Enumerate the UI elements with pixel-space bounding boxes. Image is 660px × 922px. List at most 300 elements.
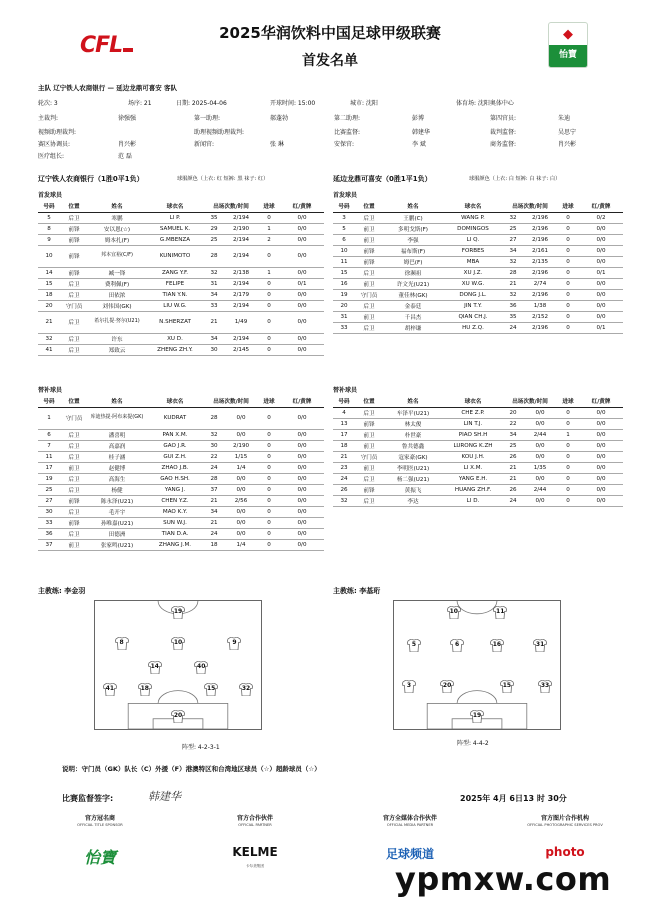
jersey-icon xyxy=(490,639,504,652)
player-cell: 2/196 xyxy=(523,223,557,234)
player-cell: 杨二强(U21) xyxy=(383,473,443,484)
column-header: 出场次数/时间 xyxy=(204,396,258,407)
sponsor-subtitle: OFFICIAL MEDIA PARTNER xyxy=(386,823,434,827)
player-cell: 31 xyxy=(333,311,355,322)
sponsor-logo: 足球频道 xyxy=(385,847,434,861)
column-header: 红/黄牌 xyxy=(280,201,324,212)
player-cell: 21 xyxy=(503,462,523,473)
column-header: 姓名 xyxy=(383,396,443,407)
player-cell: 0 xyxy=(557,473,579,484)
player-cell: 0 xyxy=(557,322,579,333)
player-cell: 0/0 xyxy=(280,333,324,344)
player-row xyxy=(333,451,623,462)
player-cell: 26 xyxy=(503,451,523,462)
badge-text: 怡寶 xyxy=(549,45,587,68)
player-cell: 后卫 xyxy=(60,528,88,539)
column-header: 进球 xyxy=(557,201,579,212)
player-cell: 31 xyxy=(204,278,224,289)
player-cell: 后卫 xyxy=(355,322,383,333)
player-cell: 2/135 xyxy=(523,256,557,267)
player-cell: 32 xyxy=(333,495,355,506)
info-field: 比赛监督: xyxy=(334,129,361,136)
player-row xyxy=(38,506,324,517)
player-cell: 0 xyxy=(258,451,280,462)
player-cell: 潘喜明 xyxy=(88,429,146,440)
sponsor-title: 官方冠名商 xyxy=(84,815,115,822)
player-cell: 25 xyxy=(38,484,60,495)
player-cell: 0 xyxy=(557,267,579,278)
player-row xyxy=(38,278,324,289)
player-cell: LI Q. xyxy=(443,234,503,245)
player-cell: 0 xyxy=(258,300,280,311)
player-cell: 18 xyxy=(204,539,224,550)
player-cell: HUANG ZH.F. xyxy=(443,484,503,495)
player-cell: 前锋 xyxy=(355,256,383,267)
sponsor-logo: photo xyxy=(545,845,585,859)
player-cell: 6 xyxy=(38,429,60,440)
jersey-icon xyxy=(227,637,241,650)
player-cell: 0 xyxy=(258,344,280,355)
away-starters-label: 首发球员 xyxy=(333,192,358,199)
player-cell: 0/0 xyxy=(579,462,623,473)
column-header: 姓名 xyxy=(88,201,146,212)
player-cell: ZHANG J.M. xyxy=(146,539,204,550)
column-header: 红/黄牌 xyxy=(280,396,324,407)
player-cell: 0 xyxy=(258,311,280,333)
player-cell: 2/194 xyxy=(224,212,258,223)
player-cell: 0 xyxy=(258,289,280,300)
player-cell: 许东 xyxy=(88,333,146,344)
player-cell: 0/0 xyxy=(280,289,324,300)
player-cell: 后卫 xyxy=(60,484,88,495)
player-cell: 30 xyxy=(38,506,60,517)
player-cell: 林太俊 xyxy=(383,418,443,429)
player-cell: FORBES xyxy=(443,245,503,256)
player-row xyxy=(333,289,623,300)
player-cell: LIU W.G. xyxy=(146,300,204,311)
away-team-name: 延边龙鼎可喜安（0胜1平1负） xyxy=(333,175,432,183)
jersey-number: 41 xyxy=(105,684,115,692)
home-starters-table xyxy=(38,201,324,356)
player-cell: 26 xyxy=(333,484,355,495)
player-cell: 18 xyxy=(333,440,355,451)
player-cell: 0/0 xyxy=(280,429,324,440)
player-cell: DONG J.L. xyxy=(443,289,503,300)
player-cell: 37 xyxy=(38,539,60,550)
player-row xyxy=(333,473,623,484)
player-cell: 安以恩(☆) xyxy=(88,223,146,234)
player-cell: 27 xyxy=(503,234,523,245)
player-cell: 36 xyxy=(503,300,523,311)
player-cell: LIN T.J. xyxy=(443,418,503,429)
player-cell: 前锋 xyxy=(60,267,88,278)
player-row xyxy=(38,473,324,484)
player-cell: 14 xyxy=(38,267,60,278)
player-cell: 0 xyxy=(258,539,280,550)
sponsor-logo: KELME xyxy=(232,845,278,859)
player-cell: 30 xyxy=(204,440,224,451)
info-field: 赛区协调员: xyxy=(38,141,71,148)
player-cell: 2/194 xyxy=(224,234,258,245)
player-cell: 0 xyxy=(557,462,579,473)
column-header: 姓名 xyxy=(88,396,146,407)
player-row xyxy=(333,440,623,451)
player-cell: 2/161 xyxy=(523,245,557,256)
player-cell: 0/0 xyxy=(579,289,623,300)
player-cell: 前卫 xyxy=(355,311,383,322)
player-row xyxy=(38,212,324,223)
player-cell: 20 xyxy=(38,300,60,311)
player-cell: 0/0 xyxy=(579,495,623,506)
player-cell: 2/196 xyxy=(523,267,557,278)
player-cell: 25 xyxy=(503,223,523,234)
away-subs-label: 替补球员 xyxy=(333,387,358,394)
jersey-number: 15 xyxy=(502,682,512,690)
column-header: 位置 xyxy=(355,396,383,407)
info-field: 轮次: 3 xyxy=(38,100,58,107)
player-cell: 0/0 xyxy=(224,517,258,528)
player-cell: 后卫 xyxy=(60,311,88,333)
player-cell: 34 xyxy=(204,289,224,300)
info-field: 日期: 2025-04-06 xyxy=(176,100,227,107)
info-field: 助理视频助理裁判: xyxy=(194,129,245,136)
player-row xyxy=(333,495,623,506)
player-cell: 0/1 xyxy=(579,322,623,333)
player-cell: 福布斯(F) xyxy=(383,245,443,256)
player-row xyxy=(38,344,324,355)
jersey-icon xyxy=(447,606,461,619)
player-cell: 0 xyxy=(258,473,280,484)
player-cell: 胡梓谦 xyxy=(383,322,443,333)
player-cell: 22 xyxy=(503,418,523,429)
player-cell: 0 xyxy=(258,517,280,528)
player-cell: 0 xyxy=(557,278,579,289)
player-cell: 21 xyxy=(38,311,60,333)
info-field: 徐强强 xyxy=(118,115,137,122)
player-cell: 张家鸣(U21) xyxy=(88,539,146,550)
player-cell: ZHAO J.B. xyxy=(146,462,204,473)
player-cell: 0 xyxy=(557,311,579,322)
player-row xyxy=(38,462,324,473)
info-field: 肖兴彬 xyxy=(118,141,137,148)
player-cell: PAN X.M. xyxy=(146,429,204,440)
info-field: 场序: 21 xyxy=(128,100,152,107)
player-row xyxy=(333,300,623,311)
player-cell: 2/196 xyxy=(523,212,557,223)
player-cell: 前锋 xyxy=(60,495,88,506)
away-kit: 球服颜色（上衣: 白 短裤: 白 袜子: 白） xyxy=(469,176,561,182)
column-header: 球衣名 xyxy=(146,396,204,407)
info-field: 体育场: 沈阳奥体中心 xyxy=(456,100,514,107)
player-cell: 赵健博 xyxy=(88,462,146,473)
player-cell: 希尔扎提·努尔(U21) xyxy=(88,311,146,333)
jersey-icon xyxy=(239,683,253,696)
player-cell: 0/0 xyxy=(224,473,258,484)
player-cell: 2/56 xyxy=(224,495,258,506)
player-row xyxy=(38,440,324,451)
player-cell: 2/179 xyxy=(224,289,258,300)
player-cell: 千昌杰 xyxy=(383,311,443,322)
player-cell: 金泰廷 xyxy=(383,300,443,311)
player-row xyxy=(333,212,623,223)
info-field: 彭博 xyxy=(412,115,425,122)
player-cell: 36 xyxy=(38,528,60,539)
player-cell: 1/38 xyxy=(523,300,557,311)
player-cell: 17 xyxy=(333,429,355,440)
player-cell: 33 xyxy=(38,517,60,528)
player-cell: 0/0 xyxy=(280,234,324,245)
player-cell: 0/0 xyxy=(280,484,324,495)
player-cell: 前卫 xyxy=(355,234,383,245)
player-row xyxy=(38,289,324,300)
player-cell: 21 xyxy=(503,278,523,289)
player-cell: 0/0 xyxy=(280,267,324,278)
player-cell: 0/0 xyxy=(280,506,324,517)
player-cell: 前卫 xyxy=(355,440,383,451)
player-cell: 0 xyxy=(557,300,579,311)
column-header: 姓名 xyxy=(383,201,443,212)
column-header: 位置 xyxy=(60,396,88,407)
player-cell: 3 xyxy=(333,212,355,223)
player-cell: 守门员 xyxy=(355,289,383,300)
player-cell: 32 xyxy=(204,429,224,440)
player-cell: 13 xyxy=(333,418,355,429)
player-cell: 2/194 xyxy=(224,245,258,267)
jersey-number: 32 xyxy=(241,684,251,692)
player-cell: 18 xyxy=(38,289,60,300)
player-cell: 1/4 xyxy=(224,462,258,473)
info-field: 第一助理: xyxy=(194,115,221,122)
player-row xyxy=(333,429,623,440)
player-cell: SUN W.J. xyxy=(146,517,204,528)
player-cell: TIAN D.A. xyxy=(146,528,204,539)
player-row xyxy=(38,245,324,267)
player-cell: WANG P. xyxy=(443,212,503,223)
column-header: 球衣名 xyxy=(443,201,503,212)
player-cell: 0/0 xyxy=(224,506,258,517)
info-field: 视频助理裁判: xyxy=(38,129,77,136)
jersey-icon xyxy=(440,680,454,693)
column-header: 进球 xyxy=(258,396,280,407)
player-cell: 李明医(U21) xyxy=(383,462,443,473)
home-subs-label: 替补球员 xyxy=(38,387,63,394)
jersey-icon xyxy=(407,639,421,652)
jersey-number: 19 xyxy=(173,608,183,616)
player-cell: 孙唯嘉(U21) xyxy=(88,517,146,528)
player-cell: 后卫 xyxy=(60,429,88,440)
column-header: 号码 xyxy=(333,201,355,212)
player-cell: 34 xyxy=(204,506,224,517)
player-cell: 前卫 xyxy=(355,462,383,473)
player-cell: 0/2 xyxy=(579,212,623,223)
info-field: 肖兴彬 xyxy=(558,141,577,148)
player-cell: 0/0 xyxy=(579,407,623,418)
player-cell: 2/44 xyxy=(523,484,557,495)
player-cell: 前锋 xyxy=(60,223,88,234)
column-header: 出场次数/时间 xyxy=(204,201,258,212)
column-header: 红/黄牌 xyxy=(579,201,623,212)
away-subs-table xyxy=(333,396,623,507)
info-field: 城市: 沈阳 xyxy=(350,100,378,107)
player-cell: 10 xyxy=(333,245,355,256)
player-cell: 0/0 xyxy=(280,462,324,473)
player-cell: 1/35 xyxy=(523,462,557,473)
player-row xyxy=(38,484,324,495)
player-cell: 0/0 xyxy=(579,245,623,256)
player-cell: 4 xyxy=(333,407,355,418)
player-cell: 0/0 xyxy=(280,344,324,355)
player-cell: 后卫 xyxy=(60,289,88,300)
player-cell: 后卫 xyxy=(355,407,383,418)
player-cell: 朴世豪 xyxy=(383,429,443,440)
player-cell: ZHENG ZH.Y. xyxy=(146,344,204,355)
player-cell: 0/0 xyxy=(280,451,324,462)
info-field: 李 斌 xyxy=(412,141,426,148)
player-cell: DOMINGOS xyxy=(443,223,503,234)
player-cell: 0/0 xyxy=(579,300,623,311)
jersey-icon xyxy=(194,661,208,674)
info-field: 第四官员: xyxy=(490,115,517,122)
player-cell: 26 xyxy=(503,484,523,495)
drop-icon: ◆ xyxy=(563,26,573,42)
sponsor-logo: 怡寶 xyxy=(83,848,116,867)
player-cell: 田德洲 xyxy=(88,528,146,539)
player-cell: 25 xyxy=(503,440,523,451)
column-header: 球衣名 xyxy=(146,201,204,212)
player-cell: 16 xyxy=(333,278,355,289)
player-cell: 0/0 xyxy=(579,429,623,440)
player-cell: 李达 xyxy=(383,495,443,506)
player-cell: 0 xyxy=(557,418,579,429)
cfl-logo: CFL xyxy=(80,33,133,58)
player-cell: 32 xyxy=(503,212,523,223)
signature-handwriting: 韩建华 xyxy=(148,790,181,803)
player-cell: 23 xyxy=(333,462,355,473)
sponsor-title: 官方图片合作机构 xyxy=(540,815,589,822)
info-field: 主裁判: xyxy=(38,115,59,122)
jersey-number: 6 xyxy=(454,641,460,649)
player-cell: 后卫 xyxy=(60,506,88,517)
player-cell: 17 xyxy=(38,462,60,473)
player-cell: 7 xyxy=(38,440,60,451)
column-header: 号码 xyxy=(38,201,60,212)
player-row xyxy=(38,223,324,234)
sponsor-subtitle: OFFICIAL TITLE SPONSOR xyxy=(77,823,123,827)
player-row xyxy=(333,245,623,256)
player-cell: 0 xyxy=(557,484,579,495)
player-cell: LURONG K.ZH xyxy=(443,440,503,451)
info-field: 商务监督: xyxy=(490,141,517,148)
match-line: 主队 辽宁铁人农商银行 — 延边龙鼎可喜安 客队 xyxy=(38,84,178,92)
player-cell: 22 xyxy=(204,451,224,462)
player-cell: 15 xyxy=(333,267,355,278)
player-cell: 24 xyxy=(204,462,224,473)
player-cell: 1 xyxy=(557,429,579,440)
player-cell: 0 xyxy=(557,234,579,245)
column-header: 号码 xyxy=(333,396,355,407)
player-cell: 21 xyxy=(333,451,355,462)
info-field: 朱迪 xyxy=(558,115,571,122)
jersey-icon xyxy=(148,661,162,674)
player-cell: 0 xyxy=(258,333,280,344)
player-cell: 20 xyxy=(503,407,523,418)
player-cell: 多明戈斯(F) xyxy=(383,223,443,234)
player-cell: 高嘉润 xyxy=(88,440,146,451)
player-cell: XU J.Z. xyxy=(443,267,503,278)
player-cell: JIN T.Y. xyxy=(443,300,503,311)
player-cell: 鲁共德鑫 xyxy=(383,440,443,451)
player-cell: 前卫 xyxy=(355,278,383,289)
player-row xyxy=(333,484,623,495)
player-cell: LI X.M. xyxy=(443,462,503,473)
sponsor-subtitle: OFFICIAL PHOTOGRAPHIC SERVICES PROV xyxy=(527,823,603,827)
player-cell: 1 xyxy=(258,223,280,234)
sponsor-title: 官方全媒体合作伙伴 xyxy=(382,815,437,822)
jersey-number: 10 xyxy=(173,638,183,646)
player-cell: 前卫 xyxy=(355,429,383,440)
player-row xyxy=(38,517,324,528)
player-cell: 21 xyxy=(503,473,523,484)
player-row xyxy=(333,418,623,429)
player-cell: 库迪热提·阿布来提(GK) xyxy=(88,407,146,429)
player-cell: 24 xyxy=(333,473,355,484)
player-cell: SAMUEL K. xyxy=(146,223,204,234)
player-cell: 0/0 xyxy=(523,473,557,484)
player-cell: 后卫 xyxy=(355,212,383,223)
player-cell: 0/0 xyxy=(280,245,324,267)
player-cell: 姆巴(F) xyxy=(383,256,443,267)
player-cell: 34 xyxy=(503,429,523,440)
player-cell: 前锋 xyxy=(60,517,88,528)
player-cell: HU Z.Q. xyxy=(443,322,503,333)
player-cell: 6 xyxy=(333,234,355,245)
jersey-number: 8 xyxy=(119,638,124,646)
player-cell: 0/0 xyxy=(224,429,258,440)
player-cell: 0/0 xyxy=(224,484,258,495)
player-cell: 守门员 xyxy=(60,300,88,311)
player-cell: 0 xyxy=(258,528,280,539)
player-cell: 许文光(U21) xyxy=(383,278,443,289)
player-cell: 28 xyxy=(204,407,224,429)
player-cell: 田依浓 xyxy=(88,289,146,300)
player-cell: 33 xyxy=(204,300,224,311)
info-field: 吴思宁 xyxy=(558,129,577,136)
player-cell: 姆本扎(F) xyxy=(88,234,146,245)
jersey-icon xyxy=(450,639,464,652)
jersey-icon xyxy=(500,680,514,693)
document-title: 首发名单 xyxy=(302,53,358,69)
player-cell: 0 xyxy=(258,407,280,429)
home-subs-table xyxy=(38,396,324,551)
player-cell: 37 xyxy=(204,484,224,495)
player-cell: 徐濒祖 xyxy=(383,267,443,278)
player-cell: 25 xyxy=(204,234,224,245)
player-row xyxy=(38,451,324,462)
player-cell: 21 xyxy=(204,495,224,506)
signature-label: 比赛监督签字: xyxy=(62,794,114,803)
jersey-icon xyxy=(171,606,185,619)
player-cell: 陈永泽(U21) xyxy=(88,495,146,506)
player-cell: 0 xyxy=(557,289,579,300)
away-formation-pitch xyxy=(393,600,561,730)
player-cell: 董佳林(GK) xyxy=(383,289,443,300)
player-row xyxy=(333,278,623,289)
player-cell: 35 xyxy=(204,212,224,223)
sponsor-subtitle: OFFICIAL PARTNER xyxy=(238,823,272,827)
player-cell: 0/0 xyxy=(280,517,324,528)
player-cell: 0/0 xyxy=(280,300,324,311)
player-row xyxy=(333,311,623,322)
